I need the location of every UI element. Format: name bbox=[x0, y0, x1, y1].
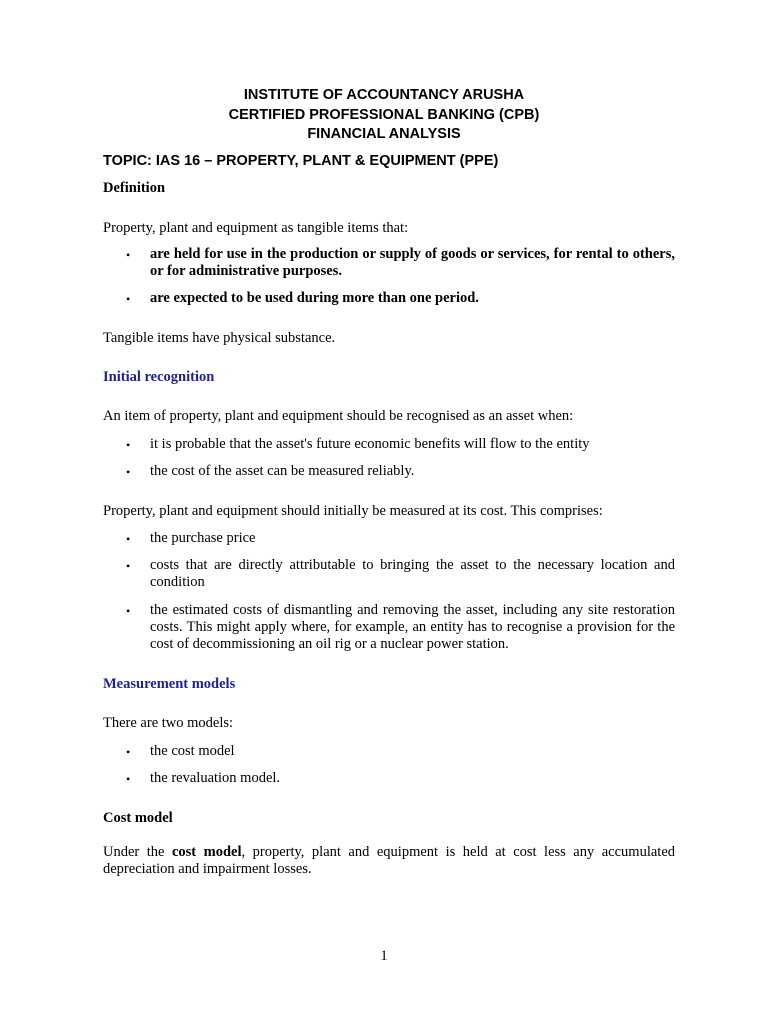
definition-heading: Definition bbox=[103, 180, 166, 196]
cost-bullet-1: the purchase price bbox=[150, 530, 256, 546]
bullet-marker: • bbox=[126, 604, 131, 618]
institute-title: INSTITUTE OF ACCOUNTANCY ARUSHA bbox=[243, 87, 525, 103]
definition-note: Tangible items have physical substance. bbox=[103, 330, 336, 346]
cost-intro: Property, plant and equipment should initially be measured at its cost. This comprises: bbox=[103, 503, 603, 519]
bullet-marker: • bbox=[126, 438, 131, 452]
bullet-marker: • bbox=[126, 745, 131, 759]
bullet-marker: • bbox=[126, 248, 131, 262]
model-bullet-1: the cost model bbox=[150, 743, 235, 759]
definition-bullet-2: are expected to be used during more than one period. bbox=[150, 290, 479, 306]
bullet-marker: • bbox=[126, 772, 131, 786]
cost-bullet-3: the estimated costs of dismantling and removing the asset, including any site restoration costs. This might apply where, for example, an entity has to recognise a provision for the cost of decommissioning an oil rig or a nuclear power station. bbox=[150, 602, 675, 652]
subject-title: FINANCIAL ANALYSIS bbox=[307, 126, 461, 142]
topic-heading: TOPIC: IAS 16 – PROPERTY, PLANT & EQUIPMENT (PPE) bbox=[103, 153, 499, 169]
cost-model-text-before: Under the bbox=[103, 844, 172, 860]
page-number: 1 bbox=[380, 948, 388, 964]
cost-model-paragraph bbox=[103, 844, 675, 878]
definition-bullet-1: are held for use in the production or supply of goods or services, for rental to others, or for administrative purposes. bbox=[150, 246, 675, 279]
cost-bullet-2: costs that are directly attributable to bringing the asset to the necessary location and condition bbox=[150, 557, 675, 590]
cost-model-term: cost model bbox=[171, 844, 242, 860]
bullet-marker: • bbox=[126, 465, 131, 479]
recognition-bullet-2: the cost of the asset can be measured reliably. bbox=[150, 463, 415, 479]
initial-recognition-intro: An item of property, plant and equipment should be recognised as an asset when: bbox=[103, 408, 574, 424]
recognition-bullet-1: it is probable that the asset's future economic benefits will flow to the entity bbox=[150, 436, 590, 452]
program-title: CERTIFIED PROFESSIONAL BANKING (CPB) bbox=[228, 107, 540, 123]
bullet-marker: • bbox=[126, 559, 131, 573]
definition-intro: Property, plant and equipment as tangible items that: bbox=[103, 220, 409, 236]
initial-recognition-heading: Initial recognition bbox=[103, 369, 215, 385]
bullet-marker: • bbox=[126, 292, 131, 306]
bullet-marker: • bbox=[126, 532, 131, 546]
cost-model-text-after: , property, plant and equipment is held at cost less any accumulated depreciation and impairment losses. bbox=[103, 844, 676, 877]
cost-model-heading: Cost model bbox=[103, 810, 173, 826]
measurement-models-intro: There are two models: bbox=[103, 715, 234, 731]
model-bullet-2: the revaluation model. bbox=[150, 770, 281, 786]
measurement-models-heading: Measurement models bbox=[103, 676, 236, 692]
